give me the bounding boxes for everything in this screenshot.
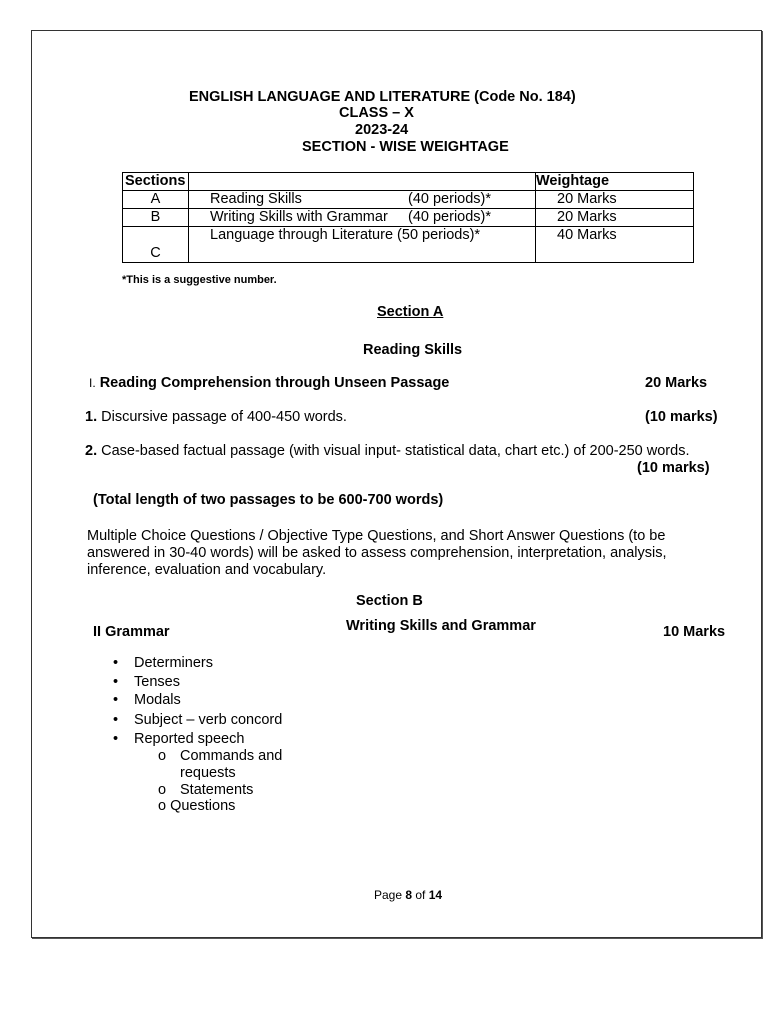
sub-bullet-questions: o Questions xyxy=(158,798,236,814)
row-topic xyxy=(189,191,536,209)
periods-text: (40 periods)* xyxy=(408,191,492,207)
sub-bullet-o: o xyxy=(158,782,167,798)
suggestive-note: *This is a suggestive number. xyxy=(122,274,277,286)
section-b-title: Section B xyxy=(356,593,423,609)
table-row xyxy=(123,227,694,263)
topic-text: Language through Literature xyxy=(210,227,394,243)
item-i-marks: 20 Marks xyxy=(645,375,708,391)
passage-2-num: 2. xyxy=(85,443,98,459)
bullet-dot: • xyxy=(113,655,119,671)
sub-bullet-o: o xyxy=(158,748,167,764)
assessment-line-3: inference, evaluation and vocabulary. xyxy=(87,562,327,578)
periods-text: (50 periods)* xyxy=(397,227,481,243)
item-i-label: Reading Comprehension through Unseen Passage xyxy=(99,375,450,391)
doc-class: CLASS – X xyxy=(339,105,414,121)
row-topic xyxy=(189,209,536,227)
item-i-num: I. xyxy=(89,376,96,390)
page-total: 14 xyxy=(428,888,443,902)
table-header-row xyxy=(123,173,694,191)
passage-1-marks: (10 marks) xyxy=(645,409,718,425)
passage-1-text: Discursive passage of 400-450 words. xyxy=(101,409,347,425)
bullet-text: Reported speech xyxy=(134,731,245,747)
weightage-table xyxy=(122,172,694,263)
section-b-subtitle: Writing Skills and Grammar xyxy=(346,618,536,634)
page-number xyxy=(374,888,442,902)
row-section: A xyxy=(123,191,189,209)
col-blank xyxy=(189,173,536,191)
col-weightage: Weightage xyxy=(536,173,694,191)
doc-title: ENGLISH LANGUAGE AND LITERATURE (Code No. 184) xyxy=(189,89,576,105)
passage-2-text: Case-based factual passage (with visual input- statistical data, chart etc.) of 200-250 words. xyxy=(101,443,690,459)
passage-2 xyxy=(85,443,689,459)
passage-1-num: 1. xyxy=(85,409,98,425)
bullet-dot: • xyxy=(113,712,119,728)
item-ii-marks: 10 Marks xyxy=(663,624,726,640)
periods-text: (40 periods)* xyxy=(408,209,492,225)
bullet-dot: • xyxy=(113,674,119,690)
col-sections: Sections xyxy=(123,173,189,191)
bullet-text: Modals xyxy=(134,692,181,708)
doc-year: 2023-24 xyxy=(355,122,409,138)
row-weight: 20 Marks xyxy=(536,191,694,209)
passage-2-marks: (10 marks) xyxy=(637,460,710,476)
sub-bullet-commands xyxy=(158,748,283,764)
assessment-line-1: Multiple Choice Questions / Objective Type Questions, and Short Answer Questions (to be xyxy=(87,528,666,544)
bullet-modals xyxy=(113,692,181,708)
row-section: B xyxy=(123,209,189,227)
sub-bullet-text: Commands and xyxy=(180,748,283,764)
assessment-line-2: answered in 30-40 words) will be asked to assess comprehension, interpretation, analysis, xyxy=(87,545,667,561)
topic-text: Writing Skills with Grammar xyxy=(210,209,388,225)
item-i-heading xyxy=(89,375,449,391)
page-current: 8 xyxy=(405,888,413,902)
section-a-title: Section A xyxy=(377,304,444,320)
total-length-note: (Total length of two passages to be 600-700 words) xyxy=(93,492,444,508)
row-topic xyxy=(189,227,536,263)
page-of: of xyxy=(412,888,429,902)
bullet-dot: • xyxy=(113,731,119,747)
doc-subtitle: SECTION - WISE WEIGHTAGE xyxy=(302,139,509,155)
bullet-text: Tenses xyxy=(134,674,180,690)
bullet-text: Determiners xyxy=(134,655,213,671)
row-weight: 20 Marks xyxy=(536,209,694,227)
bullet-determiners xyxy=(113,655,213,671)
bullet-dot: • xyxy=(113,692,119,708)
page-frame xyxy=(31,30,762,938)
bullet-subject-verb xyxy=(113,712,283,728)
table-row xyxy=(123,209,694,227)
table-row xyxy=(123,191,694,209)
sub-bullet-text: Statements xyxy=(180,782,254,798)
passage-1 xyxy=(85,409,347,425)
bullet-tenses xyxy=(113,674,180,690)
page-prefix: Page xyxy=(374,888,406,902)
bullet-text: Subject – verb concord xyxy=(134,712,283,728)
sub-bullet-statements xyxy=(158,782,254,798)
row-section: C xyxy=(123,227,189,263)
sub-bullet-commands-cont: requests xyxy=(180,765,236,781)
section-a-subtitle: Reading Skills xyxy=(363,342,463,358)
bullet-reported-speech xyxy=(113,731,245,747)
topic-text: Reading Skills xyxy=(210,191,302,207)
row-weight: 40 Marks xyxy=(536,227,694,263)
item-ii-heading: II Grammar xyxy=(93,624,170,640)
